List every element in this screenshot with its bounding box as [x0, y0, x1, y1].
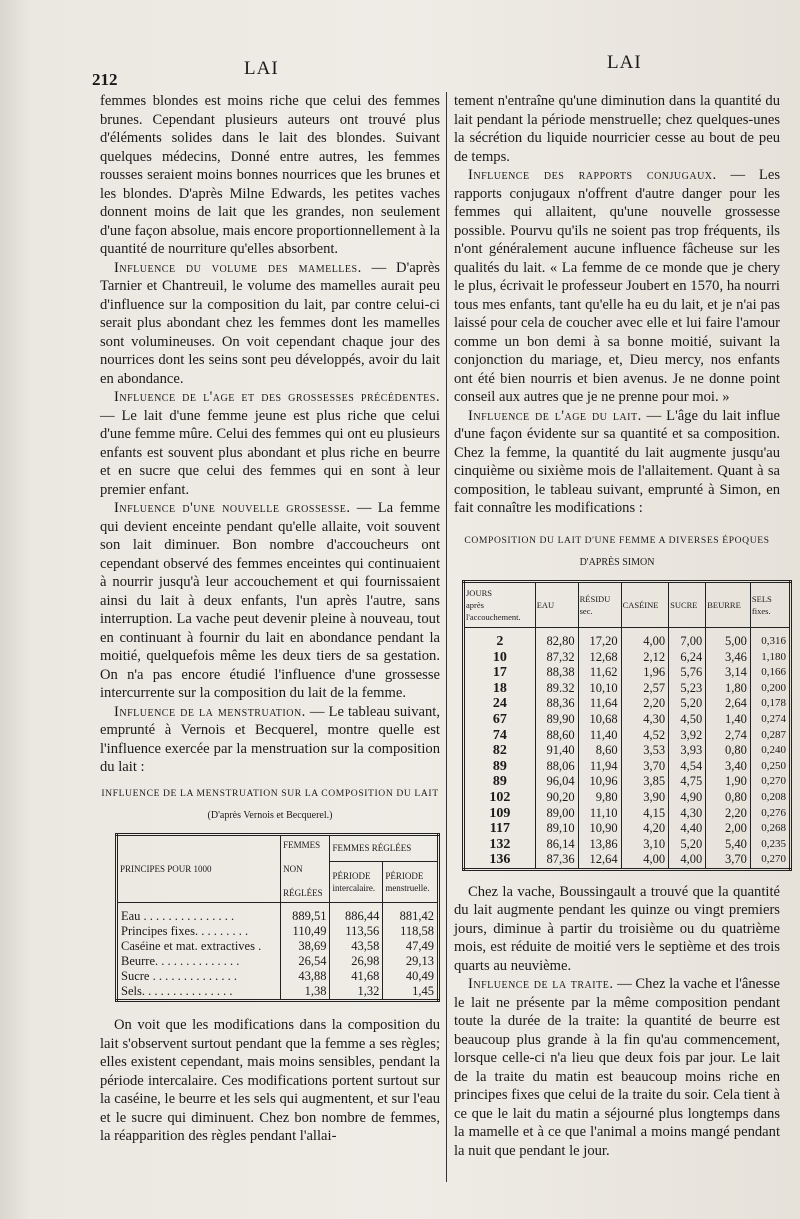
table-cell: 889,51 — [281, 903, 330, 925]
table-row — [464, 790, 791, 806]
table-row — [117, 969, 439, 984]
table-row — [464, 650, 791, 666]
table-cell: 2,64 — [706, 696, 751, 712]
table-cell: 3,14 — [706, 665, 751, 681]
table-cell: 82 — [492, 743, 507, 759]
simon-table — [462, 580, 792, 871]
col-header-sels: SELS fixes. — [750, 582, 790, 628]
table-cell: 4,00 — [669, 852, 706, 869]
table-cell: 4,00 — [621, 852, 669, 869]
paragraph — [100, 388, 440, 499]
menstruation-table-body — [117, 903, 439, 1001]
table-cell: 118,58 — [383, 924, 439, 939]
table-cell: 12,68 — [578, 650, 621, 666]
table-cell: 4,30 — [669, 806, 706, 822]
table-row — [117, 939, 439, 954]
table-cell: 88,38 — [535, 665, 578, 681]
table-cell: 0,80 — [706, 743, 751, 759]
table-cell: 1,180 — [750, 650, 790, 666]
section-heading: Influence de l'age et des grossesses précédentes. — [114, 389, 440, 405]
table-cell: 86,14 — [535, 837, 578, 853]
table-cell: 18 — [492, 680, 507, 696]
table-row — [464, 837, 791, 853]
table-cell: 29,13 — [383, 954, 439, 969]
table-cell: 1,80 — [706, 681, 751, 697]
table-cell: 113,56 — [330, 924, 383, 939]
table-cell: Sels. . . . . . . . . . . . . . . — [121, 984, 233, 998]
table-cell: 117 — [489, 821, 510, 837]
left-column — [100, 92, 440, 1146]
table-cell: 89,90 — [535, 712, 578, 728]
table-cell: 4,15 — [621, 806, 669, 822]
table-cell: 89,00 — [535, 806, 578, 822]
table-cell: 11,10 — [578, 806, 621, 822]
table-cell: 109 — [489, 805, 511, 821]
table-cell: 0,166 — [750, 665, 790, 681]
table-cell: 43,88 — [281, 969, 330, 984]
table-cell: 110,49 — [281, 924, 330, 939]
col-header-principes: PRINCIPES POUR 1000 — [117, 835, 281, 903]
table-row — [464, 774, 791, 790]
simon-table-body — [464, 628, 791, 870]
paragraph-text: — Le lait d'une femme jeune est plus riche que celui d'une femme mûre. Celui des femmes qui ont eu plusieurs enfants est souvent plus abondant et plus riche en beurre et en sucre que celui des femmes qui en sont à leur premier enfant. — [100, 407, 440, 498]
table-cell: 87,36 — [535, 852, 578, 869]
table-cell: 4,52 — [621, 728, 669, 744]
col-header-intercalaire: PÉRIODE intercalaire. — [330, 861, 383, 902]
table-cell: 886,44 — [330, 903, 383, 925]
table-row — [117, 924, 439, 939]
table-cell: 89 — [492, 758, 507, 774]
table-cell: 0,268 — [750, 821, 790, 837]
table-cell: 4,90 — [669, 790, 706, 806]
table-cell: 3,40 — [706, 759, 751, 775]
table-cell: 11,62 — [578, 665, 621, 681]
table-row — [464, 821, 791, 837]
section-heading: Influence d'une nouvelle grossesse. — [114, 500, 351, 516]
table-cell: 10,10 — [578, 681, 621, 697]
paragraph — [454, 975, 780, 1160]
table-cell: 4,75 — [669, 774, 706, 790]
paragraph — [100, 499, 440, 703]
table-cell: 0,80 — [706, 790, 751, 806]
col-header-beurre: BEURRE — [706, 582, 751, 628]
section-heading: Influence du volume des mamelles. — [114, 259, 362, 276]
table-cell: 0,235 — [750, 837, 790, 853]
col-header-sucre: SUCRE — [669, 582, 706, 628]
table-cell: 24 — [492, 696, 507, 712]
table-row — [464, 852, 791, 869]
table-cell: 5,00 — [706, 628, 751, 650]
table-cell: 0,270 — [750, 774, 790, 790]
table-cell: 4,20 — [621, 821, 669, 837]
table-cell: 0,274 — [750, 712, 790, 728]
table-row — [464, 681, 791, 697]
table-row — [464, 806, 791, 822]
table-cell: 3,46 — [706, 650, 751, 666]
table-cell: 0,200 — [750, 681, 790, 697]
table-subtitle: (D'après Vernois et Becquerel.) — [207, 809, 333, 821]
table-title: COMPOSITION DU LAIT D'UNE FEMME A DIVERSES ÉPOQUES — [464, 534, 770, 546]
table-cell: 3,92 — [669, 728, 706, 744]
col-header-caseine: CASÉINE — [621, 582, 669, 628]
table-cell: 6,24 — [669, 650, 706, 666]
table-cell: 10,90 — [578, 821, 621, 837]
table-cell: 11,64 — [578, 696, 621, 712]
table-cell: Caséine et mat. extractives . — [121, 939, 262, 953]
table-cell: 1,96 — [621, 665, 669, 681]
table-cell: 5,20 — [669, 696, 706, 712]
table-cell: 91,40 — [535, 743, 578, 759]
table-cell: 0,270 — [750, 852, 790, 869]
table-cell: 0,240 — [750, 743, 790, 759]
table-cell: 67 — [492, 711, 507, 727]
table-cell: 7,00 — [669, 628, 706, 650]
table-cell: 4,40 — [669, 821, 706, 837]
table-cell: 3,93 — [669, 743, 706, 759]
table-row — [464, 712, 791, 728]
running-title-right: LAI — [607, 52, 642, 73]
col-header-jours: JOURS après l'accouchement. — [464, 582, 536, 628]
table-cell: 5,40 — [706, 837, 751, 853]
paragraph: Chez la vache, Boussingault a trouvé que la quantité du lait augmente pendant les quinze ou vingt premiers jours, diminue à partir du troisième ou du quatrième mois, est réduite de moitié vers le septième et des trois quarts au neuvième. — [454, 883, 780, 974]
table-cell: Principes fixes. . . . . . . . . — [121, 924, 249, 938]
table-cell: 89,10 — [535, 821, 578, 837]
paragraph — [100, 259, 440, 389]
table-cell: 3,85 — [621, 774, 669, 790]
table-cell: 82,80 — [535, 628, 578, 650]
table-cell: 1,45 — [383, 984, 439, 1001]
table-cell: 9,80 — [578, 790, 621, 806]
table-cell: 5,20 — [669, 837, 706, 853]
table-cell: 74 — [492, 727, 507, 743]
table-cell: 102 — [489, 789, 511, 805]
table-cell: 43,58 — [330, 939, 383, 954]
table-row — [464, 743, 791, 759]
paragraph-text: — D'après Tarnier et Chantreuil, le volume des mamelles aurait peu d'influence sur la composition du lait, par contre celui-ci serait plus abondant chez les femmes dont les mamelles sont volumineuses. On voit cependant chaque jour des nourrices dont les seins sont peu développés, avoir du lait en abondance. — [100, 259, 440, 387]
table-cell: 87,32 — [535, 650, 578, 666]
table-cell: 1,38 — [281, 984, 330, 1001]
paragraph-text: — Les rapports conjugaux n'offrent d'autre danger pour les femmes qui allaitent, qu'une nouvelle grossesse possible. Pourvu qu'ils ne soient pas trop fréquents, ils n'ont généralement aucune influence fâcheuse sur les qualités du lait. « La femme de ce monde que je chery le plus, écrivait le professeur Joubert en 1570, ha nourri tous mes enfants, tant qu'elle ha eu du lait, et je n'ai pas laissé pour cela de coucher avec elle et lui faire l'amour comme un bon demi à sa bonne moitié, suivant la conjonction du mariage, et, Dieu mercy, nos enfants ont été bien nourris et bien avenus. Je ne donne point conseil aux autres que je ne prenne pour moi. » — [454, 167, 780, 405]
table-cell: 1,40 — [706, 712, 751, 728]
table-cell: 2,12 — [621, 650, 669, 666]
section-heading: Influence de la menstruation. — [114, 703, 306, 720]
table-row — [117, 984, 439, 1001]
table-cell: Beurre. . . . . . . . . . . . . . — [121, 954, 240, 968]
table-cell: 0,276 — [750, 806, 790, 822]
paragraph: femmes blondes est moins riche que celui des femmes brunes. Cependant plusieurs auteurs ont trouvé plus d'éléments solides dans le lait des blondes. Suivant quelques médecins, Donné entre autres, les femmes rousses seraient moins bonnes nourrices que les brunes et les blondes. D'après Milne Edwards, les petites vaches donnent moins de lait que les grandes, non seulement d'une façon absolue, mais encore proportionnellement à la quantité de nourriture qu'elles absorbent. — [100, 93, 440, 257]
table-cell: 3,70 — [621, 759, 669, 775]
table-cell: 3,70 — [706, 852, 751, 869]
section-heading: Influence de l'age du lait. — [468, 407, 642, 424]
table-cell: 47,49 — [383, 939, 439, 954]
table-cell: 2,20 — [621, 696, 669, 712]
menstruation-table — [115, 833, 440, 1002]
table-cell: 12,64 — [578, 852, 621, 869]
table-cell: 4,00 — [621, 628, 669, 650]
table-cell: 88,36 — [535, 696, 578, 712]
table-cell: 2,74 — [706, 728, 751, 744]
section-heading: Influence des rapports conjugaux. — [468, 167, 717, 183]
table-cell: 0,178 — [750, 696, 790, 712]
table-cell: 0,287 — [750, 728, 790, 744]
table-cell: 3,53 — [621, 743, 669, 759]
table-cell: 17 — [492, 665, 507, 681]
paragraph-text: — Chez la vache et l'ânesse le lait ne présente par la même composition pendant toute la durée de la traite: la quantité de beurre est beaucoup plus grande à la fin qu'au commencement, lorsque celle-ci n'a lieu que deux fois par jour. Le lait de la traite du matin est beaucoup moins riche en principes fixes que celui de la traite du soir. Cela tient à ce que le lait du matin a séjourné plus longtemps dans la mamelle et à ce que l'animal a moins mangé pendant la nuit que pendant le jour. — [454, 976, 780, 1159]
page-number: 212 — [92, 70, 118, 89]
paragraph: On voit que les modifications dans la composition du lait s'observent surtout pendant que la femme a ses règles; elles existent cependant, mais moins sensibles, pendant la période intercalaire. Ces modifications portent surtout sur la caséine, le beurre et les sels qui augmentent, et sur l'eau et le sucre qui diminuent. Chez bon nombre de femmes, la réapparition des règles pendant l'allai- — [100, 1017, 440, 1144]
table-cell: 89 — [492, 774, 507, 790]
table-row — [464, 628, 791, 650]
paragraph-text: — L'âge du lait influe d'une façon évidente sur sa quantité et sa composition. Chez la femme, la quantité du lait augmente jusqu'au cinquième ou sixième mois de l'allaitement. Quant à sa composition, le tableau suivant, emprunté à Simon, en fait connaître les modifications : — [454, 407, 780, 516]
column-rule — [446, 92, 447, 1182]
table-row — [464, 728, 791, 744]
table-cell: 88,60 — [535, 728, 578, 744]
table-cell: 11,40 — [578, 728, 621, 744]
paragraph — [454, 407, 780, 518]
right-column — [454, 92, 786, 1160]
table-cell: 90,20 — [535, 790, 578, 806]
col-header-eau: EAU — [535, 582, 578, 628]
paragraph — [100, 703, 440, 777]
table-cell: 26,54 — [281, 954, 330, 969]
running-title-left: LAI — [244, 58, 279, 79]
col-header-menstruelle: PÉRIODE menstruelle. — [383, 861, 439, 902]
table-cell: 88,06 — [535, 759, 578, 775]
table-cell: 96,04 — [535, 774, 578, 790]
table-row — [464, 696, 791, 712]
table-row — [117, 903, 439, 925]
table-cell: 10,68 — [578, 712, 621, 728]
table-row — [464, 665, 791, 681]
table-subtitle: D'APRÈS SIMON — [579, 556, 655, 568]
table-cell: 10,96 — [578, 774, 621, 790]
table-cell: 8,60 — [578, 743, 621, 759]
table-cell: 26,98 — [330, 954, 383, 969]
table-cell: 11,94 — [578, 759, 621, 775]
table-cell: 41,68 — [330, 969, 383, 984]
table-cell: 0,208 — [750, 790, 790, 806]
table-cell: 1,32 — [330, 984, 383, 1001]
col-header-residu: RÉSIDU sec. — [578, 582, 621, 628]
table-cell: 2,00 — [706, 821, 751, 837]
table-cell: 40,49 — [383, 969, 439, 984]
table-cell: 4,50 — [669, 712, 706, 728]
table-cell: 4,54 — [669, 759, 706, 775]
table-cell: 89.32 — [535, 681, 578, 697]
col-header-non-reglees: FEMMES NON RÉGLÉES — [281, 835, 330, 903]
table-cell: 2 — [496, 634, 504, 649]
section-heading: Influence de la traite. — [468, 976, 614, 993]
table-cell: 17,20 — [578, 628, 621, 650]
table-cell: Sucre . . . . . . . . . . . . . . — [121, 969, 237, 983]
table-cell: 13,86 — [578, 837, 621, 853]
paragraph-text: — La femme qui devient enceinte pendant qu'elle allaite, voit souvent son lait diminuer. Bon nombre d'accoucheurs ont cependant observé des femmes enceintes qui continuaient à nourrir jusqu'à leur accouchement et qui fournissaient ainsi du lait à deux enfants, l'un après l'autre, sans interruption. La vache peut devenir pleine à nouveau, tout en continuant à fournir du lait en abondance pendant la moitié, quelquefois même les deux tiers de sa gestation. On n'a pas encore étudié l'influence d'une grossesse intercurrente sur la composition du lait de la femme. — [100, 500, 440, 701]
table-cell: 10 — [492, 649, 507, 665]
table-title: INFLUENCE DE LA MENSTRUATION SUR LA COMPOSITION DU LAIT — [101, 787, 439, 799]
table-cell: 3,90 — [621, 790, 669, 806]
table-cell: 2,20 — [706, 806, 751, 822]
table-cell: 2,57 — [621, 681, 669, 697]
table-cell: 5,76 — [669, 665, 706, 681]
table-cell: 0,250 — [750, 759, 790, 775]
table-cell: 136 — [489, 852, 511, 868]
table-row — [464, 759, 791, 775]
table-cell: 5,23 — [669, 681, 706, 697]
paragraph-text: — Le tableau suivant, emprunté à Vernois et Becquerel, montre quelle est l'influence exercée par la menstruation sur la composition du lait : — [100, 703, 440, 775]
col-header-femmes-reglees: FEMMES RÉGLÉES — [330, 835, 439, 862]
table-row — [117, 954, 439, 969]
table-cell: Eau . . . . . . . . . . . . . . . — [121, 909, 235, 923]
paragraph: tement n'entraîne qu'une diminution dans la quantité du lait pendant la période menstruelle; chez quelques-unes la sécrétion du liquide nourricier cesse au bout de peu de temps. — [454, 93, 780, 165]
table-cell: 3,10 — [621, 837, 669, 853]
table-cell: 4,30 — [621, 712, 669, 728]
table-cell: 881,42 — [383, 903, 439, 925]
table-cell: 0,316 — [750, 628, 790, 650]
paragraph — [454, 166, 780, 407]
table-cell: 132 — [489, 836, 511, 852]
table-cell: 1,90 — [706, 774, 751, 790]
table-cell: 38,69 — [281, 939, 330, 954]
